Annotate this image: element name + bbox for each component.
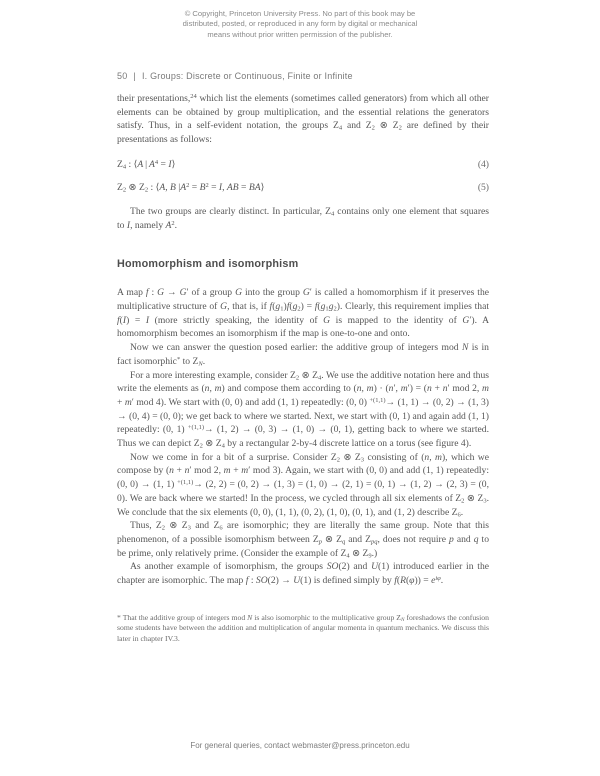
paragraph-so2-u1: As another example of isomorphism, the groups SO(2) and U(1) introduced earlier in the chapter are isomorphic. The map f : SO(2) → U(1) is defined simply by $f(R(\varphi)) = e^{i\varphi}$. xyxy=(117,561,490,587)
equation-5-number: (5) xyxy=(477,181,489,193)
paragraph-z2z4: For a more interesting example, consider Z2 ⊗ Z4. We use the additive notation here and thus write the elements as (n, m) and compose them according to (n, m) · (n′, m′) = (n + n′ mod 2, m + m′ mod 4). We start with (0, 0) and add (1, 1) repeatedly: (0, 0) $^{+(1,1)}$→ (1, 1) → (0, 2) → (1, 3) → (0, 4) = (0, 0); we get back to where we started. Next, we start with (0, 1) and again add (1, 1) repeatedly: (0, 1) $^{+(1,1)}$→ (1, 2) → (0, 3) → (1, 0) → (0, 1), getting back to where we started. Thus we can depict Z2 ⊗ Z4 by a rectangular 2-by-4 discrete lattice on a torus (see figure 4). xyxy=(117,369,489,450)
paragraph-z2z3: Now we come in for a bit of a surprise. Consider Z2 ⊗ Z3 consisting of (n, m), which we compose by (n + n′ mod 2, m + m′ mod 3). Again, we start with (0, 0) and add (1, 1) repeatedly: (0, 0) → (1, 1) $^{+(1,1)}$→ (2, 2) = (0, 2) → (1, 3) = (1, 0) → (2, 1) = (0, 1) → (1, 2) → (2, 3) = (0, 0). We are back where we started! In the process, we cycled through all six elements of Z2 ⊗ Z3. We conclude that the six elements (0, 0), (1, 1), (0, 2), (1, 0), (0, 1), and (1, 2) describe Z6. xyxy=(117,451,489,518)
section-heading: Homomorphism and isomorphism xyxy=(117,257,299,270)
equation-row xyxy=(117,181,489,195)
page-body xyxy=(117,92,489,645)
copyright-line-1: © Copyright, Princeton University Press. No part of this book may be xyxy=(184,9,416,18)
equation-block xyxy=(117,158,489,194)
running-head xyxy=(117,71,489,81)
equation-4-body: Z4 : ⟨A | $A^4$ = I⟩ xyxy=(117,158,176,171)
chapter-title: I. Groups: Discrete or Continuous, Finite or Infinite xyxy=(141,71,353,81)
header-separator: | xyxy=(133,71,136,81)
page-number: 50 xyxy=(117,71,128,81)
footnote: * That the additive group of integers mod N is also isomorphic to the multiplicative group ZN foreshadows the confusion some students have between the addition and multiplication of angular momenta in quantum mechanics. We discuss this later in chapter IV.3. xyxy=(117,612,489,643)
equation-5-body: Z2 ⊗ Z2 : ⟨A, B $|A^2 = B^2 = I$, AB = BA⟩ xyxy=(117,181,265,193)
paragraph-mod-n: Now we can answer the question posed earlier: the additive group of integers mod N is in fact isomorphic* to ZN. xyxy=(117,342,489,368)
equation-4-number: (4) xyxy=(477,158,489,170)
paragraph-distinct: The two groups are clearly distinct. In particular, Z4 contains only one element that squares to I, namely $A^2$. xyxy=(117,206,490,231)
paragraph-presentations: their presentations,$^{24}$ which list the elements (sometimes called generators) from which all other elements can be obtained by group multiplication, and the essential relations the generators satisfy. Thus, in a self-evident notation, the groups Z4 and Z2 ⊗ Z2 are defined by their presentations as follows: xyxy=(117,93,490,146)
copyright-line-2: distributed, posted, or reproduced in any form by digital or mechanical xyxy=(182,19,418,29)
footer-contact: For general queries, contact webmaster@press.princeton.edu xyxy=(190,741,410,750)
copyright-notice xyxy=(0,9,600,40)
paragraph-isomorphic: Thus, Z2 ⊗ Z3 and Z6 are isomorphic; they are literally the same group. Note that this phenomenon, of a possible isomorphism between Zp ⊗ Zq and Zpq, does not require p and q to be prime, only relatively prime. (Consider the example of Z4 ⊗ Z9.) xyxy=(117,520,489,560)
copyright-line-3: means without prior written permission of the publisher. xyxy=(207,29,393,39)
paragraph-homomorphism: A map f : G → G′ of a group G into the group G′ is called a homomorphism if it preserves the multiplicative structure of G, that is, if f(g1)f(g2) = f(g1g2). Clearly, this requirement implies that f(I) = I (more strictly speaking, the identity of G is mapped to the identity of G′). A homomorphism becomes an isomorphism if the map is one-to-one and onto. xyxy=(117,287,490,340)
equation-row xyxy=(117,158,489,172)
